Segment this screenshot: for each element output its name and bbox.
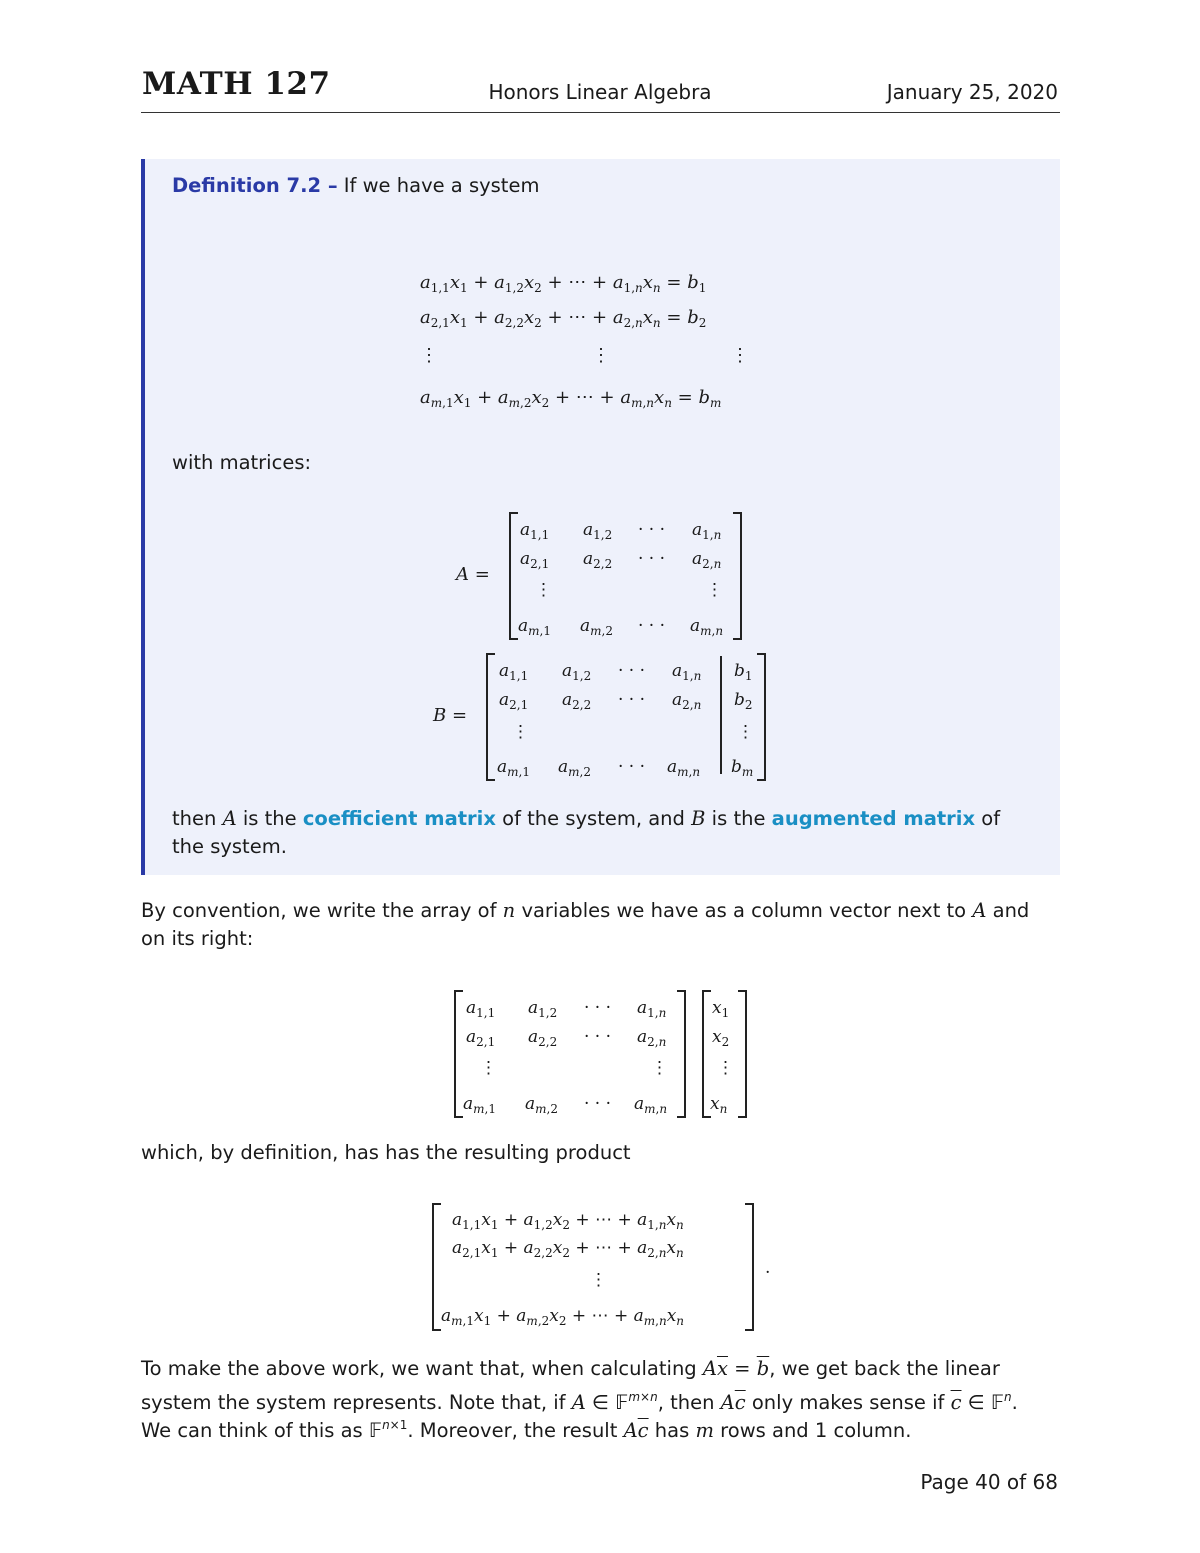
- header-rule: [141, 112, 1060, 113]
- definition-conclusion-line2: the system.: [172, 835, 287, 858]
- term-coefficient-matrix: coefficient matrix: [302, 807, 496, 830]
- page: MATH 127 Honors Linear Algebra January 25, 2020 Definition 7.2 – If we have a system $a_{1,1}x_1 + a_{1,2}x_2$ + ⋯ + $a_{1,n}x_n = b_1$ $a_{2,1}x_1 + a_{2,2}x_2$ + ⋯ + $a_{2,n}x_n = b_2$ ⋮ ⋮ ⋮ $a_{m,1}x_1 + a_{m,2}x_2$ + ⋯ + $a_{m,n}x_n = b_m$ with matrices: A = $a_{1,1}$ $a_{1,2}$ · · · $a_{1,n}$ $a_{2,1}$ $a_{2,2}$ · · · $a_{2,n}$ ⋮ ⋮ $a_{m,1}$ $a_{m,2}$ · · · $a_{m,n}$ B = $a_{1,1}$ $a_{1,2}$ · · · $a_{1,n}$ $b_1$ $a_{2,1}$ $a_{2,2}$ · · · $a_{2,n}$ $b_2$ ⋮ ⋮ $a_{m,1}$ $a_{m,2}$ · · · $a_{m,n}$ $b_m$ then A is the coefficient matrix of the system, and B is the augmented matrix of the system. By convention, we write the array of n variables we have as a column vector next to A and on its right: $a_{1,1}$ $a_{1,2}$ · · · $a_{1,n}$ $a_{2,1}$ $a_{2,2}$ · · · $a_{2,n}$ ⋮ ⋮ $a_{m,1}$ $a_{m,2}$ · · · $a_{m,n}$ $x_1$ $x_2$ ⋮ $x_n$ which, by definition, has has the resulting product $a_{1,1}x_1 + a_{1,2}x_2$ + ⋯ + $a_{1,n}x_n$ $a_{2,1}x_1 + a_{2,2}x_2$ + ⋯ + $a_{2,n}x_n$ ⋮ $a_{m,1}x_1 + a_{m,2}x_2$ + ⋯ + $a_{m,n}x_n$ . To make the above work, we want that, when calculating $A\overline{x} = \overline{b}$, we get back the linear system the system represents. Note that, if A ∈ 𝔽$^{m\times n}$, then $A\overline{c}$ only makes sense if $\overline{c}$ ∈ 𝔽$^n$. We can think of this as 𝔽$^{n\times 1}$. Moreover, the result $A\overline{c}$ has m rows and 1 column. Page 40 of 68: [0, 0, 1200, 1553]
- paragraph-3-line1: To make the above work, we want that, when calculating $A\overline{x} = \overline{b}$, we get back the linear: [141, 1357, 1000, 1380]
- equation-row-2: $a_{2,1}x_1 + a_{2,2}x_2$ + ⋯ + $a_{2,n}x_n = b_2$: [420, 307, 707, 330]
- paragraph-1-line1: By convention, we write the array of n variables we have as a column vector next to A and: [141, 899, 1030, 922]
- course-code: MATH 127: [142, 66, 331, 102]
- product-vector-left-bracket: [432, 1203, 441, 1331]
- product-vector-right-bracket: [745, 1203, 754, 1331]
- definition-box: [141, 159, 1060, 875]
- equation-vdots-2: ⋮: [592, 345, 610, 366]
- equation-row-m: $a_{m,1}x_1 + a_{m,2}x_2$ + ⋯ + $a_{m,n}x_n = b_m$: [420, 387, 722, 410]
- definition-accent-bar: [141, 159, 145, 875]
- definition-intro: If we have a system: [343, 174, 540, 197]
- document-date: January 25, 2020: [886, 80, 1058, 104]
- equation-vdots-1: ⋮: [420, 345, 438, 366]
- with-matrices-text: with matrices:: [172, 451, 312, 474]
- paragraph-3-line3: We can think of this as 𝔽$^{n\times 1}$. Moreover, the result $A\overline{c}$ has m rows and 1 column.: [141, 1418, 912, 1442]
- matrix-b-left-bracket: [486, 653, 495, 781]
- equation-row-1: $a_{1,1}x_1 + a_{1,2}x_2$ + ⋯ + $a_{1,n}x_n = b_1$: [420, 272, 707, 295]
- matrix-a-right-bracket: [733, 512, 742, 640]
- product-period: .: [765, 1258, 771, 1278]
- matrix-a-left-bracket: [509, 512, 518, 640]
- paragraph-1-line2: on its right:: [141, 927, 254, 950]
- vector-x-right-bracket: [738, 990, 747, 1118]
- matrix-b-label: B =: [433, 705, 468, 726]
- document-title: Honors Linear Algebra: [488, 80, 712, 104]
- matrix-b-right-bracket: [757, 653, 766, 781]
- definition-conclusion-line1: then A is the coefficient matrix of the system, and B is the augmented matrix of: [172, 807, 1001, 830]
- paragraph-3-line2: system the system represents. Note that, if A ∈ 𝔽$^{m\times n}$, then $A\overline{c}$ only makes sense if $\overline{c}$ ∈ 𝔽$^n$.: [141, 1390, 1018, 1414]
- term-augmented-matrix: augmented matrix: [771, 807, 976, 830]
- equation-vdots-3: ⋮: [731, 345, 749, 366]
- definition-heading: [172, 172, 539, 200]
- page-number: Page 40 of 68: [920, 1470, 1058, 1494]
- matrix-product-a-left-bracket: [454, 990, 463, 1118]
- definition-label: Definition 7.2 –: [172, 174, 338, 197]
- matrix-product-a-right-bracket: [677, 990, 686, 1118]
- paragraph-2: which, by definition, has has the resulting product: [141, 1141, 631, 1164]
- matrix-b-separator: [720, 656, 722, 774]
- matrix-a-label: A =: [456, 564, 490, 585]
